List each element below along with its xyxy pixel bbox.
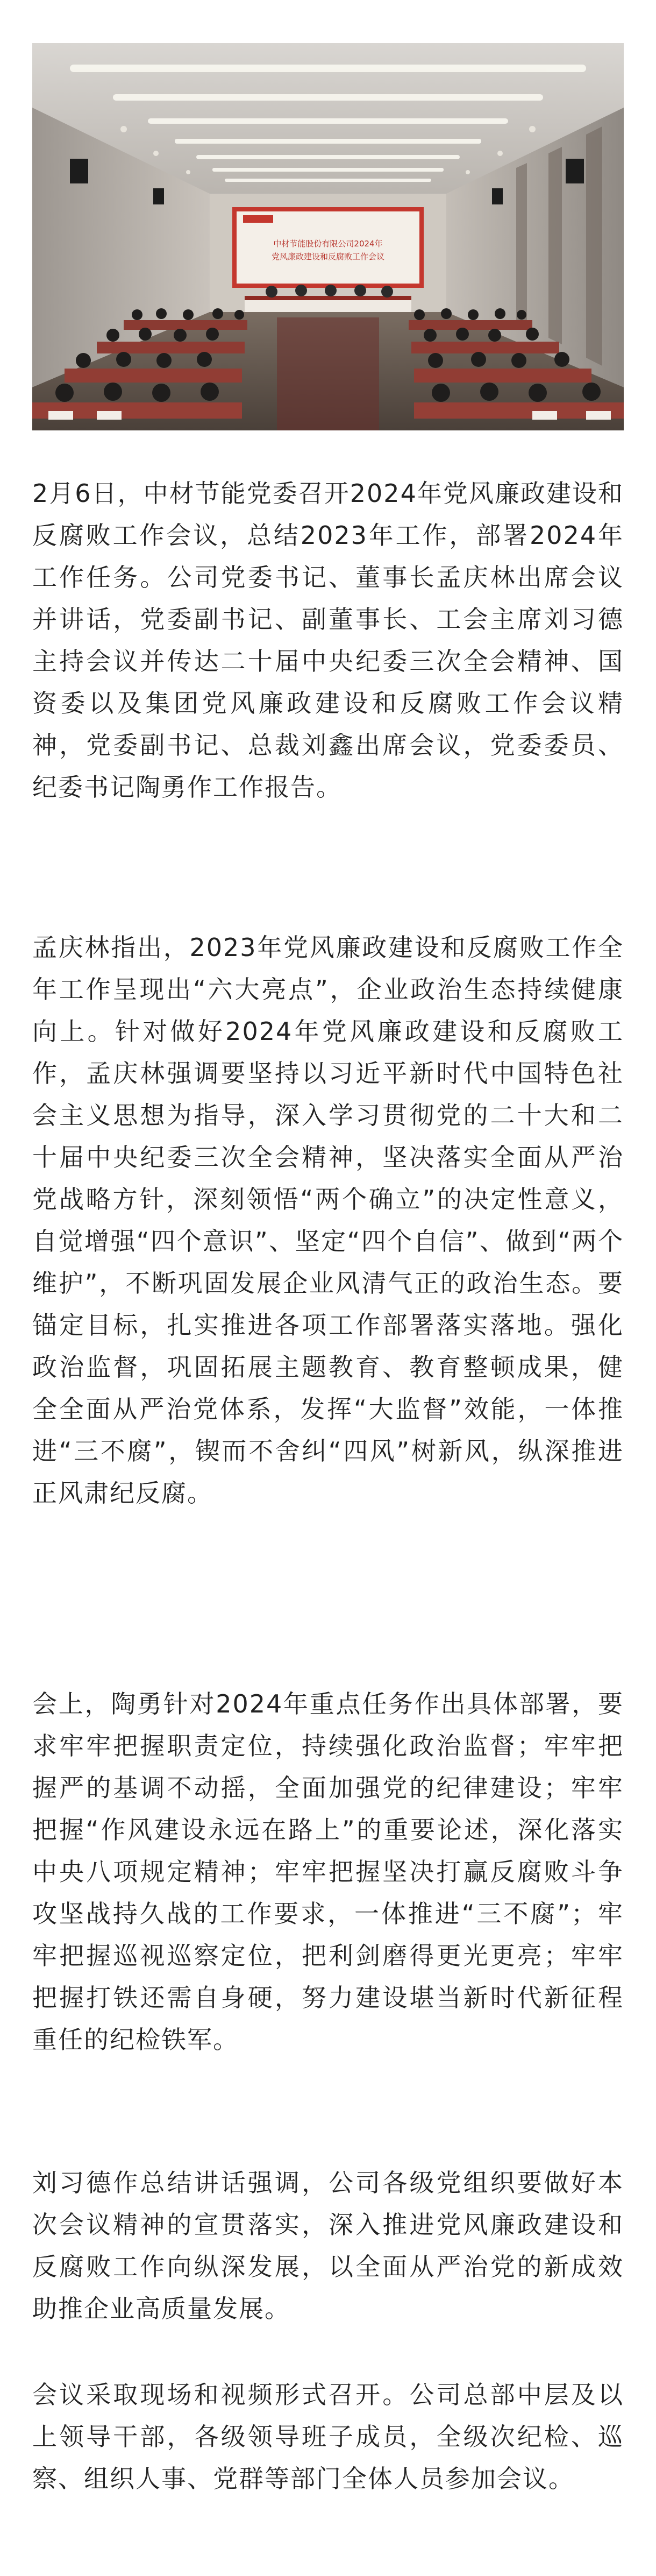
meeting-hall-illustration (32, 43, 624, 430)
paragraph-meeting-format: 会议采取现场和视频形式召开。公司总部中层及以上领导干部，各级领导班子成员，全级次纪检、巡察、组织人事、党群等部门全体人员参加会议。 (32, 2380, 624, 2493)
paragraph-closing-remarks: 刘习德作总结讲话强调，公司各级党组织要做好本次会议精神的宣贯落实，深入推进党风廉政建设和反腐败工作向纵深发展，以全面从严治党的新成效助推企业高质量发展。 (32, 2168, 624, 2323)
screen-title-line2: 党风廉政建设和反腐败工作会议 (271, 252, 385, 261)
paragraph-chairman-speech: 孟庆林指出，2023年党风廉政建设和反腐败工作全年工作呈现出“六大亮点”，企业政治生态持续健康向上。针对做好2024年党风廉政建设和反腐败工作，孟庆林强调要坚持以习近平新时代中国特色社会主义思想为指导，深入学习贯彻党的二十大和二十届中央纪委三次全会精神，坚决落实全面从严治党战略方针，深刻领悟“两个确立”的决定性意义，自觉增强“四个意识”、坚定“四个自信”、做到“两个维护”，不断巩固发展企业风清气正的政治生态。要锚定目标，扎实推进各项工作部署落实落地。强化政治监督，巩固拓展主题教育、教育整顿成果，健全全面从严治党体系，发挥“大监督”效能，一体推进“三不腐”，锲而不舍纠“四风”树新风，纵深推进正风肃纪反腐。 (32, 933, 624, 1508)
screen-title-line1: 中材节能股份有限公司2024年 (273, 239, 383, 249)
meeting-photo (32, 43, 624, 430)
paragraph-meeting-summary: 2月6日，中材节能党委召开2024年党风廉政建设和反腐败工作会议，总结2023年工作，部署2024年工作任务。公司党委书记、董事长孟庆林出席会议并讲话，党委副书记、副董事长、工会主席刘习德主持会议并传达二十届中央纪委三次全会精神、国资委以及集团党风廉政建设和反腐败工作会议精神，党委副书记、总裁刘鑫出席会议，党委委员、纪委书记陶勇作工作报告。 (32, 479, 624, 802)
paragraph-task-deployment: 会上，陶勇针对2024年重点任务作出具体部署，要求牢牢把握职责定位，持续强化政治监督；牢牢把握严的基调不动摇，全面加强党的纪律建设；牢牢把握“作风建设永远在路上”的重要论述，深化落实中央八项规定精神；牢牢把握坚决打赢反腐败斗争攻坚战持久战的工作要求，一体推进“三不腐”；牢牢把握巡视巡察定位，把利剑磨得更光更亮；牢牢把握打铁还需自身硬，努力建设堪当新时代新征程重任的纪检铁军。 (32, 1689, 624, 2054)
